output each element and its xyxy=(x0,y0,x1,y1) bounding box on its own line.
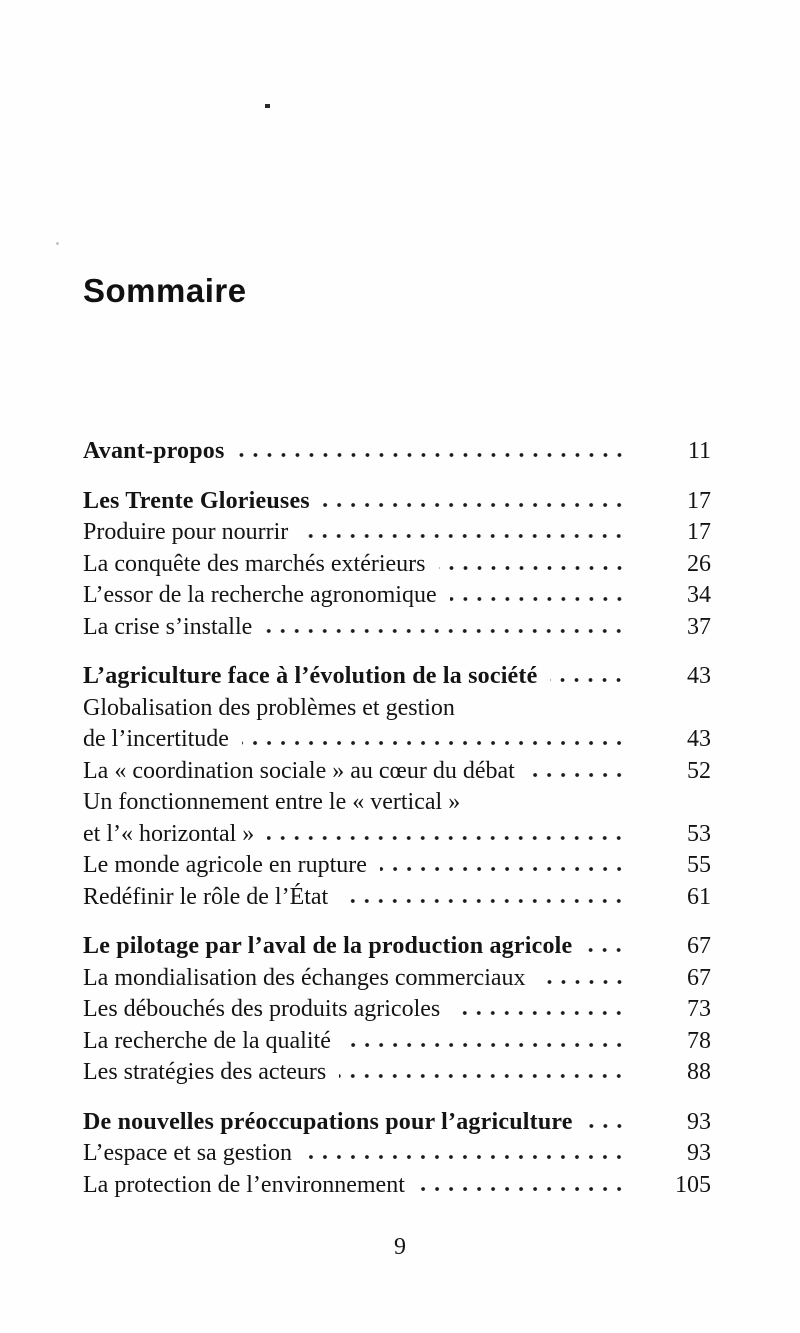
toc-entry-label: La crise s’installe xyxy=(83,613,253,640)
dot-leader xyxy=(450,596,626,602)
toc-row xyxy=(83,1170,711,1202)
toc-row xyxy=(83,963,711,995)
toc-row xyxy=(83,517,711,549)
dot-leader xyxy=(265,628,626,634)
toc-row xyxy=(83,724,711,756)
table-of-contents xyxy=(83,436,711,1201)
toc-row xyxy=(83,1026,711,1058)
toc-entry-label: Avant-propos xyxy=(83,438,225,464)
toc-entry-label: Les débouchés des produits agricoles xyxy=(83,996,441,1022)
toc-entry-label: L’espace et sa gestion xyxy=(83,1140,293,1166)
toc-entry-label: Le monde agricole en rupture xyxy=(83,852,367,878)
dot-leader xyxy=(539,979,626,985)
toc-entry-label: La conquête des marchés extérieurs xyxy=(83,550,426,577)
toc-row xyxy=(83,612,711,644)
toc-entry-page: 53 xyxy=(687,820,711,847)
stray-speck xyxy=(56,242,59,245)
toc-entry-page: 17 xyxy=(687,487,711,514)
toc-entry-label: La protection de l’environnement xyxy=(83,1171,405,1198)
dot-leader xyxy=(418,1186,626,1192)
toc-row-wrap-line xyxy=(83,693,711,725)
toc-entry-page: 43 xyxy=(687,663,711,689)
toc-entry-page: 78 xyxy=(687,1027,711,1054)
toc-entry-page: 34 xyxy=(687,582,711,608)
toc-entry-page: 88 xyxy=(687,1059,711,1085)
dot-leader xyxy=(439,565,626,571)
toc-row xyxy=(83,580,711,612)
dot-leader xyxy=(238,452,626,458)
dot-leader xyxy=(586,1123,626,1129)
dot-leader xyxy=(323,502,626,508)
toc-entry-label: et l’« horizontal » xyxy=(83,820,255,847)
dot-leader xyxy=(242,740,626,746)
dot-leader xyxy=(380,866,626,872)
toc-entry-page: 43 xyxy=(687,726,711,752)
toc-row xyxy=(83,756,711,788)
toc-entry-label: De nouvelles préoccupations pour l’agriculture xyxy=(83,1108,573,1135)
page-number: 9 xyxy=(394,1234,406,1260)
toc-row xyxy=(83,1057,711,1089)
toc-row xyxy=(83,819,711,851)
dot-leader xyxy=(453,1010,626,1016)
toc-entry-label: Globalisation des problèmes et gestion xyxy=(83,694,455,721)
toc-entry-page: 93 xyxy=(687,1140,711,1166)
toc-row xyxy=(83,1107,711,1139)
toc-row xyxy=(83,661,711,693)
toc-row xyxy=(83,486,711,518)
toc-entry-page: 55 xyxy=(687,852,711,878)
toc-entry-label: La recherche de la qualité xyxy=(83,1027,331,1054)
toc-entry-page: 17 xyxy=(687,519,711,545)
toc-entry-label: Un fonctionnement entre le « vertical » xyxy=(83,789,461,815)
toc-entry-label: de l’incertitude xyxy=(83,726,229,752)
toc-row xyxy=(83,994,711,1026)
toc-row xyxy=(83,850,711,882)
toc-entry-label: Produire pour nourrir xyxy=(83,519,289,545)
toc-entry-page: 26 xyxy=(687,550,711,577)
dot-leader xyxy=(344,1042,626,1048)
stray-ink-mark xyxy=(265,104,270,108)
toc-entry-label: L’essor de la recherche agronomique xyxy=(83,582,437,608)
page-title: Sommaire xyxy=(83,272,247,309)
dot-leader xyxy=(341,898,626,904)
toc-entry-page: 73 xyxy=(687,996,711,1022)
toc-row-wrap-line xyxy=(83,787,711,819)
dot-leader xyxy=(528,772,626,778)
dot-leader xyxy=(339,1073,626,1079)
dot-leader xyxy=(301,533,626,539)
dot-leader xyxy=(305,1154,626,1160)
toc-entry-label: La « coordination sociale » au cœur du débat xyxy=(83,757,515,784)
toc-row xyxy=(83,549,711,581)
toc-row xyxy=(83,1138,711,1170)
toc-entry-page: 37 xyxy=(687,613,711,640)
dot-leader xyxy=(267,835,626,841)
dot-leader xyxy=(550,677,626,683)
toc-entry-label: La mondialisation des échanges commerciaux xyxy=(83,964,526,991)
toc-entry-label: Les stratégies des acteurs xyxy=(83,1059,327,1085)
toc-row xyxy=(83,931,711,963)
toc-entry-page: 67 xyxy=(687,933,711,959)
toc-entry-page: 93 xyxy=(687,1108,711,1135)
toc-entry-page: 52 xyxy=(687,757,711,784)
toc-row xyxy=(83,436,711,468)
toc-entry-label: L’agriculture face à l’évolution de la société xyxy=(83,663,538,689)
toc-entry-label: Redéfinir le rôle de l’État xyxy=(83,883,329,910)
toc-entry-page: 11 xyxy=(687,438,711,464)
dot-leader xyxy=(585,947,626,953)
toc-entry-page: 67 xyxy=(687,964,711,991)
toc-row xyxy=(83,882,711,914)
toc-entry-page: 61 xyxy=(687,883,711,910)
toc-entry-page: 105 xyxy=(675,1171,711,1198)
toc-entry-label: Le pilotage par l’aval de la production agricole xyxy=(83,933,573,959)
toc-entry-label: Les Trente Glorieuses xyxy=(83,487,310,514)
